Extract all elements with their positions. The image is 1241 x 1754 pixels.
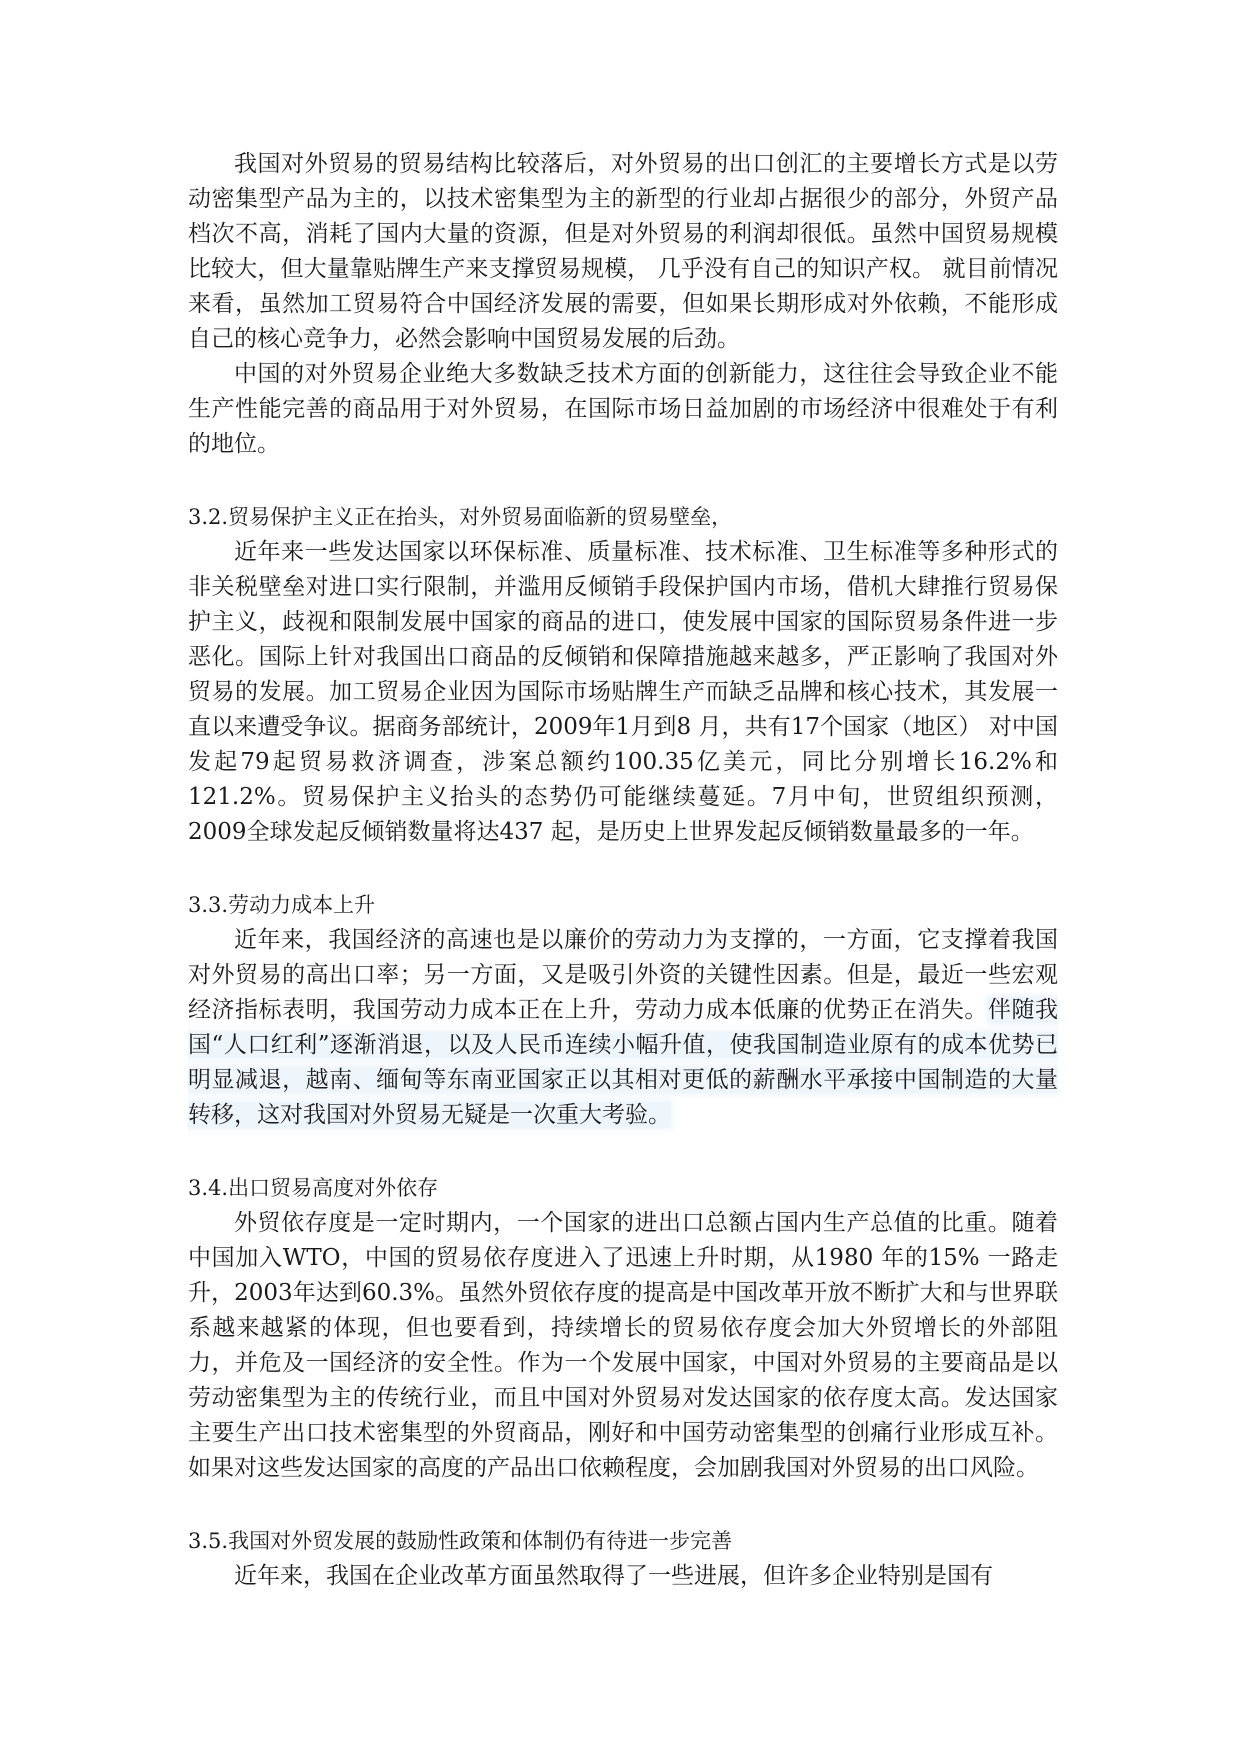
paragraph-policy: 近年来，我国在企业改革方面虽然取得了一些进展，但许多企业特别是国有 bbox=[234, 1563, 993, 1589]
paragraph-innovation: 中国的对外贸易企业绝大多数缺乏技术方面的创新能力，这往往会导致企业不能生产性能完善的商品用于对外贸易，在国际市场日益加剧的市场经济中很难处于有利的地位。 bbox=[188, 361, 1058, 457]
section-heading-3-3: 3.3.劳动力成本上升 bbox=[188, 893, 376, 917]
paragraph-labor-cost bbox=[188, 923, 1058, 1133]
section-spacer bbox=[188, 462, 1058, 500]
section-spacer bbox=[188, 1133, 1058, 1171]
labor-cost-text: 近年来，我国经济的高速也是以廉价的劳动力为支撑的，一方面，它支撑着我国对外贸易的高出口率；另一方面，又是吸引外资的关键性因素。但是，最近一些宏观经济指标表明，我国劳动力成本正在上升，劳动力成本低廉的优势正在消失。 bbox=[188, 927, 1058, 1023]
section-spacer bbox=[188, 1486, 1058, 1524]
section-spacer bbox=[188, 850, 1058, 888]
section-heading-3-2: 3.2.贸易保护主义正在抬头，对外贸易面临新的贸易壁垒， bbox=[188, 505, 733, 529]
document-page bbox=[188, 147, 1058, 1594]
section-heading-3-4: 3.4.出口贸易高度对外依存 bbox=[188, 1176, 439, 1200]
paragraph-protectionism: 近年来一些发达国家以环保标准、质量标准、技术标准、卫生标准等多种形式的非关税壁垒对进口实行限制，并滥用反倾销手段保护国内市场，借机大肆推行贸易保护主义，歧视和限制发展中国家的商品的进口，使发展中国家的国际贸易条件进一步恶化。国际上针对我国出口商品的反倾销和保障措施越来越多，严正影响了我国对外贸易的发展。加工贸易企业因为国际市场贴牌生产而缺乏品牌和核心技术，其发展一直以来遭受争议。据商务部统计，2009年1月到8 月，共有17个国家（地区） 对中国发起79起贸易救济调查，涉案总额约100.35亿美元，同比分别增长16.2%和121.2%。贸易保护主义抬头的态势仍可能继续蔓延。7月中旬，世贸组织预测，2009全球发起反倾销数量将达437 起，是历史上世界发起反倾销数量最多的一年。 bbox=[188, 539, 1058, 845]
section-heading-3-5: 3.5.我国对外贸发展的鼓励性政策和体制仍有待进一步完善 bbox=[188, 1529, 733, 1553]
paragraph-trade-structure: 我国对外贸易的贸易结构比较落后，对外贸易的出口创汇的主要增长方式是以劳动密集型产品为主的，以技术密集型为主的新型的行业却占据很少的部分，外贸产品档次不高，消耗了国内大量的资源，但是对外贸易的利润却很低。虽然中国贸易规模比较大，但大量靠贴牌生产来支撑贸易规模， 几乎没有自己的知识产权。 就目前情况来看，虽然加工贸易符合中国经济发展的需要，但如果长期形成对外依赖，不能形成自己的核心竞争力，必然会影响中国贸易发展的后劲。 bbox=[188, 151, 1058, 352]
paragraph-dependence: 外贸依存度是一定时期内，一个国家的进出口总额占国内生产总值的比重。随着中国加入WTO，中国的贸易依存度进入了迅速上升时期，从1980 年的15% 一路走升，2003年达到60.3%。虽然外贸依存度的提高是中国改革开放不断扩大和与世界联系越来越紧的体现，但也要看到，持续增长的贸易依存度会加大外贸增长的外部阻力，并危及一国经济的安全性。作为一个发展中国家，中国对外贸易的主要商品是以劳动密集型为主的传统行业，而且中国对外贸易对发达国家的依存度太高。发达国家主要生产出口技术密集型的外贸商品，刚好和中国劳动密集型的创痛行业形成互补。如果对这些发达国家的高度的产品出口依赖程度，会加剧我国对外贸易的出口风险。 bbox=[188, 1210, 1058, 1481]
highlighted-text: 伴随我国“人口红利”逐渐消退，以及人民币连续小幅升值，使我国制造业原有的成本优势已明显减退，越南、缅甸等东南亚国家正以其相对更低的薪酬水平承接中国制造的大量转移，这对我国对外贸易无疑是一次重大考验。 bbox=[188, 997, 1059, 1128]
